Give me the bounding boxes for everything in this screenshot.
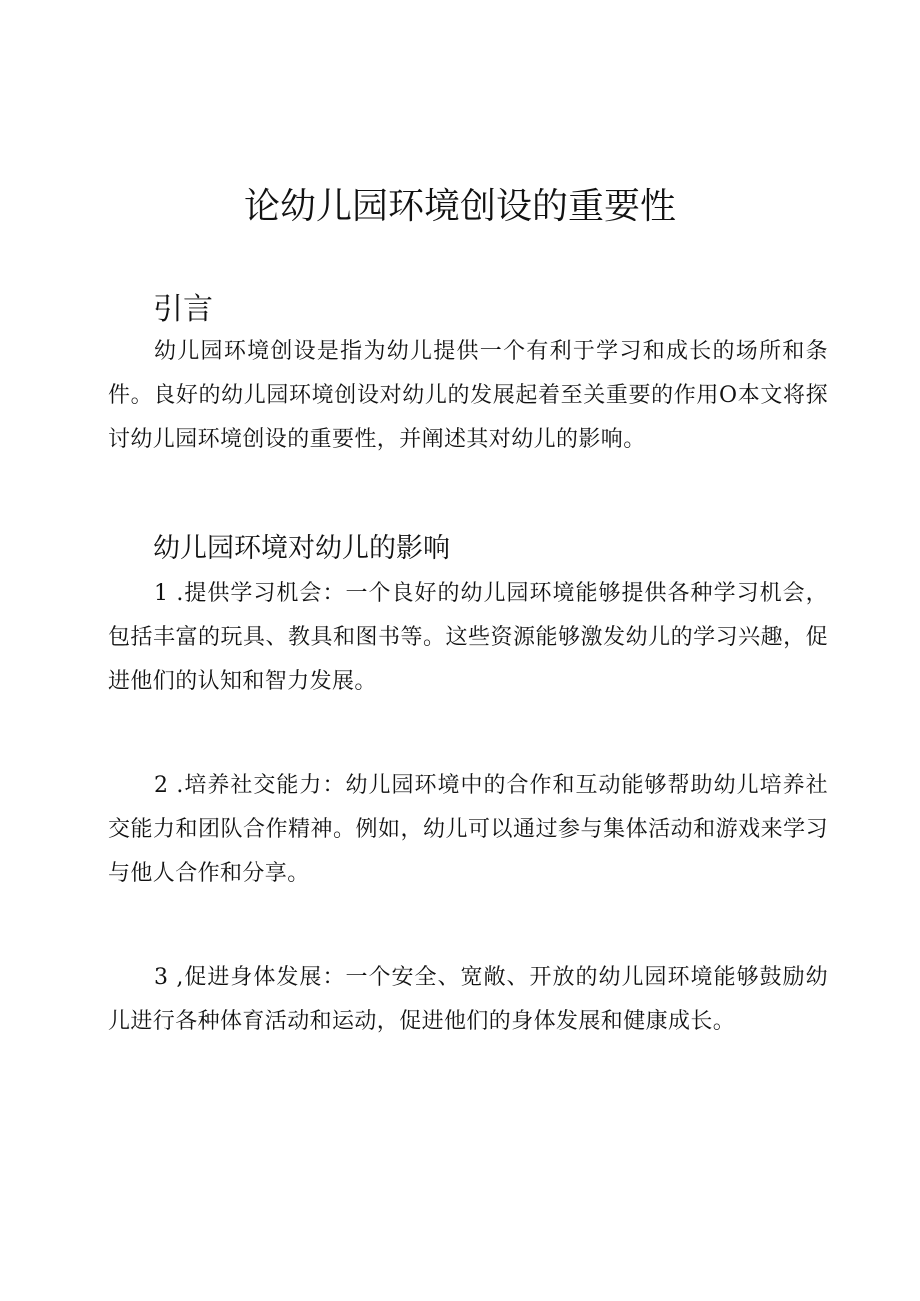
impact-paragraph-2: 2 .培养社交能力：幼儿园环境中的合作和互动能够帮助幼儿培养社交能力和团队合作精神。例如，幼儿可以通过参与集体活动和游戏来学习与他人合作和分享。: [108, 773, 828, 886]
section-heading-impact: 幼儿园环境对幼儿的影响: [153, 533, 450, 564]
document-title: 论幼儿园环境创设的重要性: [243, 186, 676, 227]
section-heading-intro: 引言: [153, 292, 213, 327]
impact-paragraph-3: 3 ,促进身体发展：一个安全、宽敞、开放的幼儿园环境能够鼓励幼儿进行各种体育活动和运动，促进他们的身体发展和健康成长。: [108, 965, 828, 1034]
intro-paragraph: 幼儿园环境创设是指为幼儿提供一个有利于学习和成长的场所和条件。良好的幼儿园环境创设对幼儿的发展起着至关重要的作用O本文将探讨幼儿园环境创设的重要性，并阐述其对幼儿的影响。: [108, 339, 828, 452]
impact-paragraph-1: 1 .提供学习机会：一个良好的幼儿园环境能够提供各种学习机会，包括丰富的玩具、教具和图书等。这些资源能够激发幼儿的学习兴趣，促进他们的认知和智力发展。: [108, 581, 828, 694]
